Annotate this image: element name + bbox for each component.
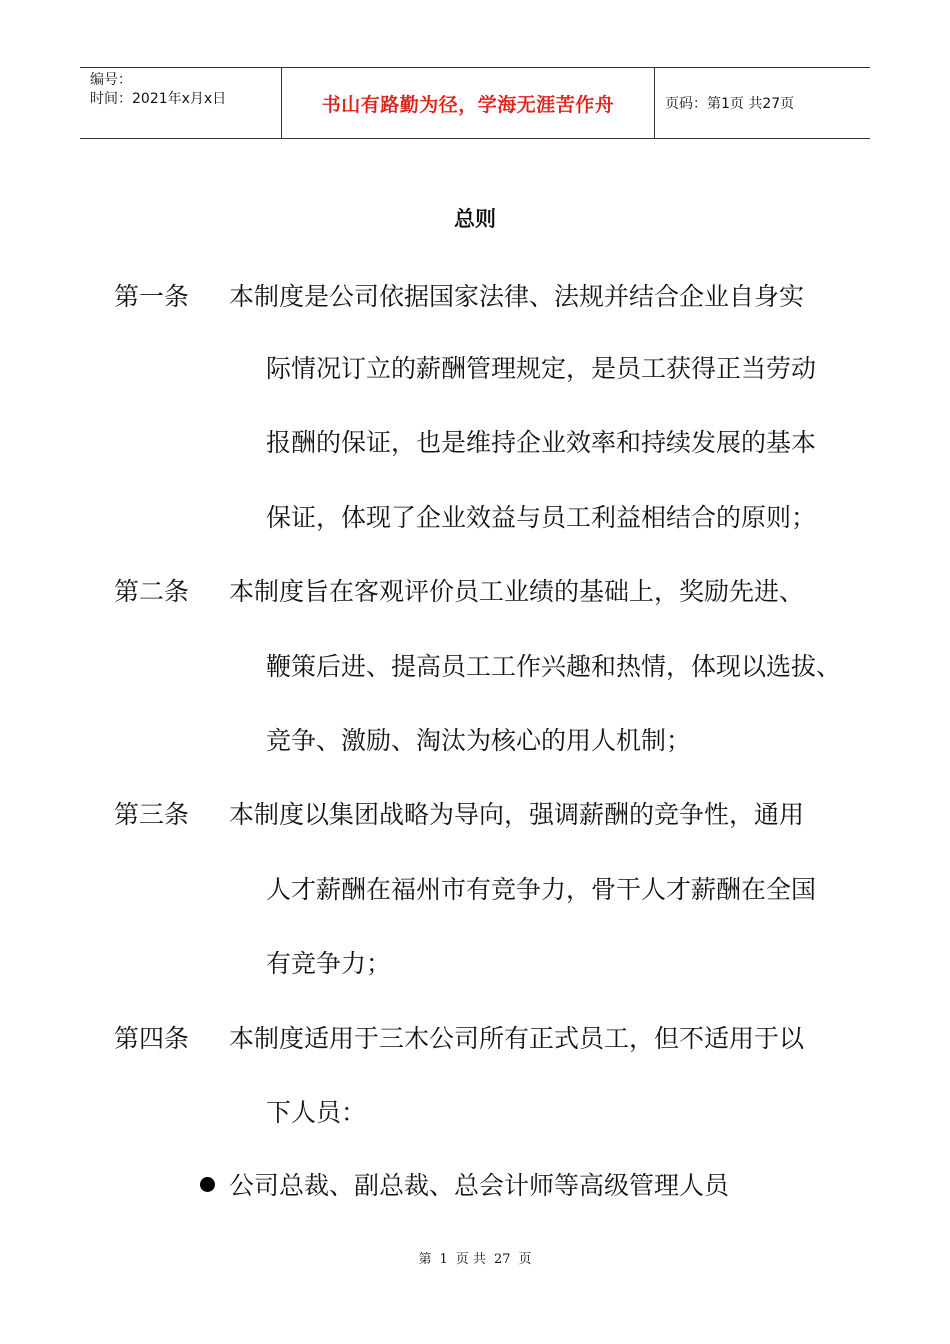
header-motto: 书山有路勤为径，学海无涯苦作舟 bbox=[321, 93, 615, 116]
bullet-dot-icon bbox=[200, 1177, 215, 1192]
article-line: 竞争、激励、淘汰为核心的用人机制； bbox=[266, 726, 692, 755]
article-line: 本制度以集团战略为导向，强调薪酬的竞争性，通用 bbox=[229, 800, 805, 829]
article-line: 鞭策后进、提高员工工作兴趣和热情，体现以选拔、 bbox=[266, 652, 842, 681]
article-line: 本制度适用于三木公司所有正式员工，但不适用于以 bbox=[229, 1024, 805, 1053]
footer-mid: 页 共 bbox=[455, 1252, 486, 1267]
page-footer bbox=[0, 1248, 950, 1267]
article-line: 下人员： bbox=[266, 1098, 367, 1127]
article-line: 本制度是公司依据国家法律、法规并结合企业自身实 bbox=[229, 282, 805, 311]
article-label: 第三条 bbox=[114, 800, 190, 829]
header-page-info: 页码：第1页 共27页 bbox=[665, 96, 795, 112]
article-label: 第一条 bbox=[114, 282, 190, 311]
header-motto-cell bbox=[282, 68, 655, 138]
footer-prefix: 第 bbox=[418, 1252, 432, 1267]
footer-page-number: 1 bbox=[439, 1252, 448, 1267]
article-line: 有竞争力； bbox=[266, 949, 392, 978]
article-label: 第四条 bbox=[114, 1024, 190, 1053]
header-meta-cell bbox=[80, 68, 282, 138]
article-line: 报酬的保证，也是维持企业效率和持续发展的基本 bbox=[266, 428, 817, 457]
footer-total-pages: 27 bbox=[493, 1252, 511, 1267]
number-label: 编号： bbox=[90, 72, 132, 88]
article-line: 本制度旨在客观评价员工业绩的基础上，奖励先进、 bbox=[229, 577, 805, 606]
header-page-cell bbox=[655, 68, 870, 138]
document-header bbox=[80, 67, 870, 139]
article-line: 保证，体现了企业效益与员工利益相结合的原则； bbox=[266, 503, 817, 532]
article-line: 人才薪酬在福州市有竞争力，骨干人才薪酬在全国 bbox=[266, 875, 817, 904]
bullet-item: 公司总裁、副总裁、总会计师等高级管理人员 bbox=[229, 1171, 730, 1200]
section-title: 总则 bbox=[454, 207, 496, 231]
footer-suffix: 页 bbox=[518, 1252, 532, 1267]
article-line: 际情况订立的薪酬管理规定，是员工获得正当劳动 bbox=[266, 354, 817, 383]
article-label: 第二条 bbox=[114, 577, 190, 606]
time-label: 时间：2021年x月x日 bbox=[90, 91, 227, 107]
